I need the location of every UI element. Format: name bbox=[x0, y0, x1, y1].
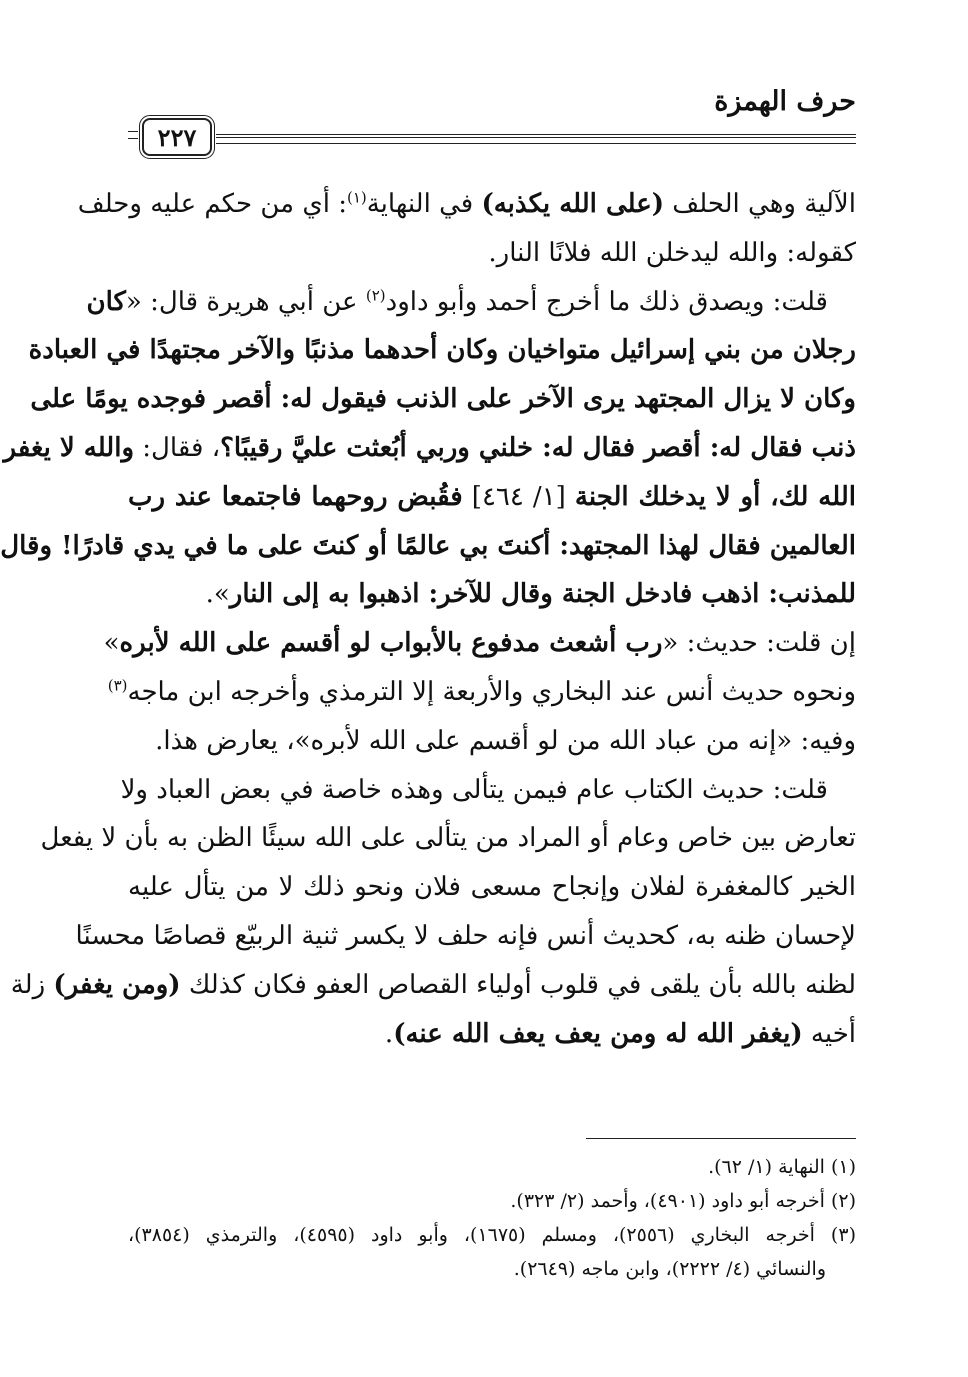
body-line bbox=[103, 619, 856, 668]
body-text bbox=[0, 180, 856, 1058]
bold-text: رب أشعث مدفوع بالأبواب لو أقسم على الله لأبره bbox=[119, 628, 663, 659]
text-span: قلت: حديث الكتاب عام فيمن يتألى وهذه خاصة في بعض العباد ولا bbox=[120, 774, 828, 805]
footnote-marker: (١) bbox=[346, 188, 367, 207]
text-span: » bbox=[103, 628, 120, 659]
body-line bbox=[107, 668, 856, 717]
body-line bbox=[128, 717, 856, 766]
page-number: ٢٢٧ bbox=[142, 118, 212, 156]
body-line bbox=[0, 522, 856, 571]
body-line bbox=[86, 278, 856, 327]
body-line bbox=[28, 326, 856, 375]
footnote-line: (٣) أخرجه البخاري (٢٥٥٦)، ومسلم (١٦٧٥)، وأبو داود (٤٥٩٥)، والترمذي (٣٨٥٤)، bbox=[128, 1224, 856, 1246]
bold-text: للمذنب: اذهب فادخل الجنة وقال للآخر: اذهبوا به إلى النار bbox=[229, 579, 856, 610]
body-line bbox=[10, 961, 856, 1010]
text-span: : أي من حكم عليه وحلف bbox=[77, 189, 347, 219]
bold-text: رجلان من بني إسرائيل متواخيان وكان أحدهما مذنبًا والآخر مجتهدًا في العبادة bbox=[28, 335, 856, 366]
text-span: كقوله: والله ليدخلن الله فلانًا النار. bbox=[488, 237, 856, 268]
body-line bbox=[40, 814, 856, 863]
bold-text: كان bbox=[86, 286, 126, 317]
body-line bbox=[77, 180, 856, 229]
text-span: في النهاية bbox=[366, 189, 482, 219]
running-title: حرف الهمزة bbox=[714, 86, 856, 117]
bold-text: (ومن يغفر) bbox=[53, 969, 181, 1000]
footnote-separator bbox=[586, 1138, 856, 1139]
text-span: الآلية وهي الحلف bbox=[664, 189, 856, 219]
footnote-line: والنسائي (٤/ ٢٢٢٢)، وابن ماجه (٢٦٤٩). bbox=[513, 1258, 826, 1280]
text-span: أخيه bbox=[802, 1018, 856, 1049]
text-span: قلت: ويصدق ذلك ما أخرج أحمد وأبو داود bbox=[385, 286, 828, 317]
text-span: ، فقال: bbox=[134, 432, 221, 463]
text-span: تعارض بين خاص وعام أو المراد من يتألى على الله سيئًا الظن به بأن لا يفعل bbox=[40, 823, 856, 854]
body-line bbox=[3, 424, 856, 473]
header-rule bbox=[216, 134, 856, 144]
body-line bbox=[75, 912, 856, 961]
footnote-line: (٢) أخرجه أبو داود (٤٩٠١)، وأحمد (٢/ ٣٢٣). bbox=[510, 1190, 856, 1212]
bold-text: وكان لا يزال المجتهد يرى الآخر على الذنب فيقول له: أقصر فوجده يومًا على bbox=[30, 384, 856, 415]
text-span: لظنه بالله بأن يلقى في قلوب أولياء القصاص العفو فكان كذلك bbox=[180, 969, 856, 1000]
text-span: عن أبي هريرة قال: « bbox=[125, 286, 366, 317]
body-line bbox=[128, 229, 856, 278]
bold-text: فقُبض روحهما فاجتمعا عند رب bbox=[128, 481, 463, 512]
body-line bbox=[30, 375, 856, 424]
footnote-marker: (٢) bbox=[365, 285, 386, 304]
text-span: ». bbox=[205, 579, 230, 610]
bold-text: (يغفر الله له ومن يعف يعف الله عنه) bbox=[393, 1018, 803, 1049]
text-span: وفيه: «إنه من عباد الله من لو أقسم على الله لأبره»، يعارض هذا. bbox=[155, 725, 856, 756]
header-rule-end bbox=[128, 131, 138, 139]
bold-text: ذنب فقال له: أقصر فقال له: خلني وربي أبُعثت عليَّ رقيبًا؟ bbox=[220, 432, 856, 463]
body-line bbox=[120, 766, 856, 815]
text-span: ونحوه حديث أنس عند البخاري والأربعة إلا الترمذي وأخرجه ابن ماجه bbox=[127, 676, 856, 707]
bold-text: والله لا يغفر bbox=[3, 432, 135, 463]
footnote-marker: (٣) bbox=[107, 676, 128, 695]
body-line bbox=[128, 863, 856, 912]
footnote-line: (١) النهاية (١/ ٦٢). bbox=[708, 1156, 856, 1178]
text-span: الخير كالمغفرة لفلان وإنجاح مسعى فلان ونحو ذلك لا من يتأل عليه bbox=[128, 872, 856, 903]
footnotes bbox=[128, 1150, 856, 1286]
bold-text: الله لك، أو لا يدخلك الجنة bbox=[574, 481, 856, 512]
text-span: لإحسان ظنه به، كحديث أنس فإنه حلف لا يكسر ثنية الربيّع قصاصًا محسنًا bbox=[75, 920, 856, 951]
text-span: . bbox=[384, 1018, 394, 1049]
body-line bbox=[128, 570, 856, 619]
body-line bbox=[128, 1010, 856, 1059]
text-span: [١/ ٤٦٤] bbox=[462, 481, 575, 512]
text-span: إن قلت: حديث: « bbox=[662, 628, 856, 659]
bold-text: العالمين فقال لهذا المجتهد: أكنتَ بي عالمًا أو كنتَ على ما في يدي قادرًا! وقال bbox=[0, 530, 856, 561]
text-span: زلة bbox=[10, 969, 54, 1000]
body-line bbox=[128, 473, 856, 522]
bold-text: (على الله يكذبه) bbox=[481, 189, 665, 219]
